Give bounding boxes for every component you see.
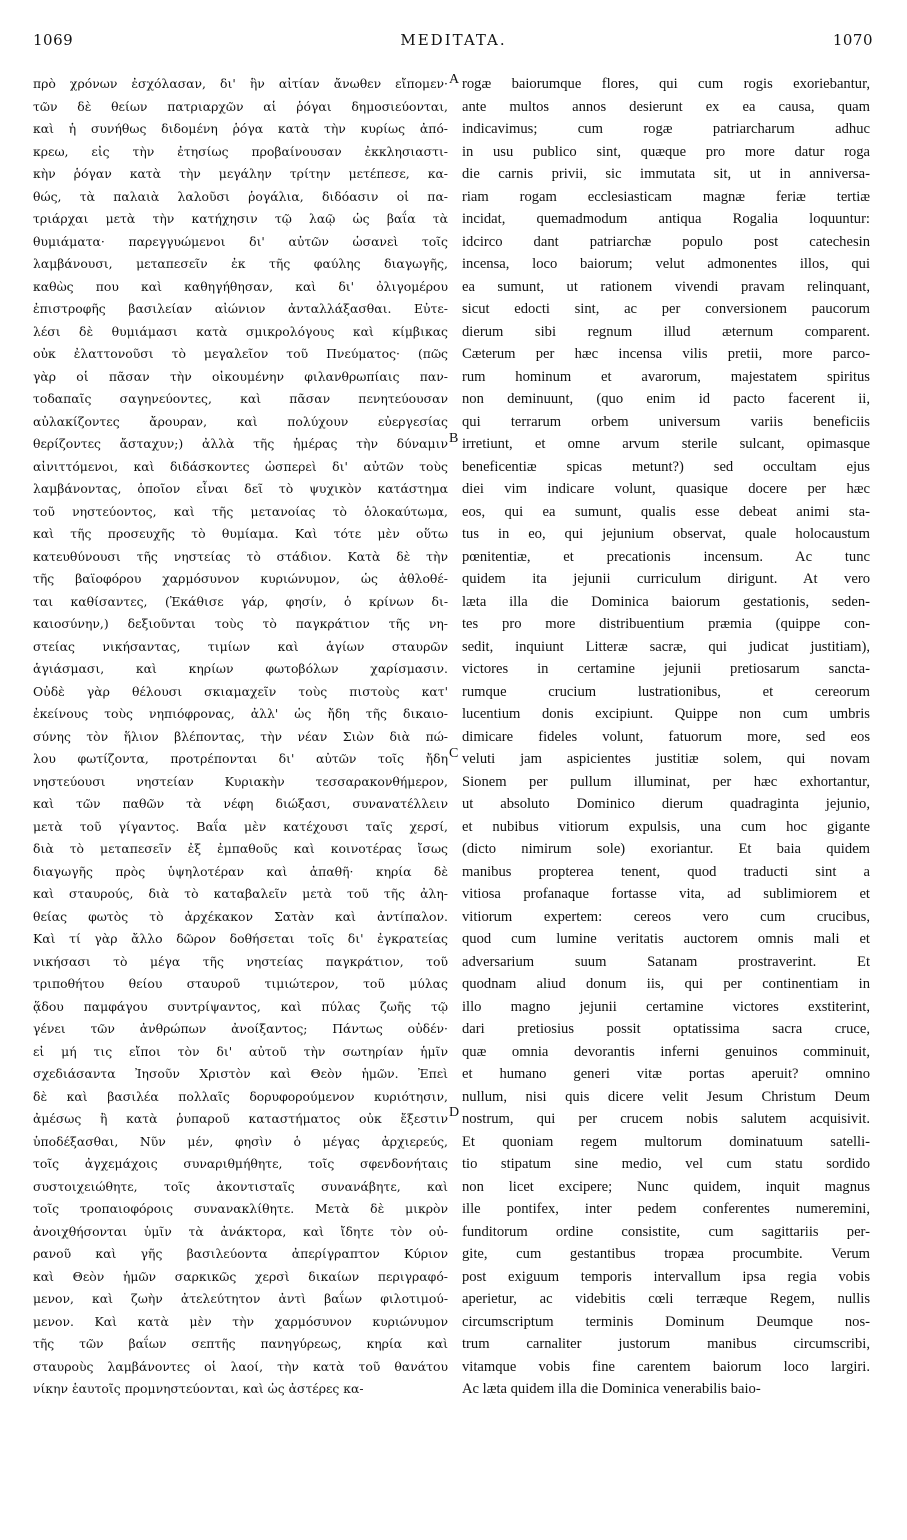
greek-text-line: καθὼς που καὶ καθηγήθησαν, καὶ δι' ὀλιγομέρου [33,278,448,294]
latin-text-line: dari pretiosius possit optatissima sacra cruce, [462,1021,870,1037]
greek-text-line: ἁγιάσμασι, καὶ κηρίων φωτοβόλων χαρίσμασιν. [33,661,448,676]
latin-text-line: rogæ baiorumque flores, qui cum rogis exoriebantur, [462,76,870,92]
greek-text-line: νηστεύουσι νηστείαν Κυριακὴν τεσσαρακονθήμερον, [33,773,448,789]
greek-text-line: μενον. Καὶ κατὰ μὲν τὴν χαρμόσυνον κυριώνυμον [33,1313,448,1329]
greek-text-line: σταυροὺς λαμβάνοντες οἱ λαοί, τὴν κατὰ τοῦ θανάτου [33,1358,448,1374]
greek-text-line: ἀμέσως ἢ κατὰ ῥυπαροῦ καταστήματος οὐκ ἔξεστιν [33,1111,448,1126]
latin-text-line: non deminuunt, (quo enim id pacto facerent ii, [462,391,870,407]
greek-text-column [33,73,448,1401]
latin-text-line: funditorum ordine consistite, cum sagittariis per- [462,1223,870,1240]
latin-text-line: incensa, loco baiorum; velut admonentes illos, qui [462,256,870,272]
greek-text-line: τῆς τῶν βαΐων σεπτῆς πανηγύρεως, κηρία καὶ [33,1336,448,1351]
greek-text-line: θώς, τὰ παλαιὰ λαλοῦσι ῥογάλια, διδόασιν οἱ πα- [33,188,448,204]
greek-text-line: τοδαπαῖς σαγηνεύοντες, καὶ πᾶσαν πενητεύουσαν [33,391,448,406]
greek-text-line: αἰνιττόμενοι, καὶ διδάσκοντες ὡσπερεὶ δι' αὐτῶν τοὺς [33,458,448,474]
greek-text-line: ᾅδου παμφάγου συντρίψαντος, καὶ πύλας ζωῆς τῷ [33,998,448,1014]
latin-text-line: non licet excipere; Nunc quidem, inquit magnus [462,1178,870,1195]
latin-text-line: tus in eo, qui jejunium observat, quale holocaustum [462,526,870,542]
latin-text-line: vitiorum expertem: cereos vero cum crucibus, [462,908,870,925]
greek-text-line: στείας νικήσαντας, τιμίων καὶ ἁγίων σταυρῶν [33,638,448,654]
greek-text-line: θυμιάματα· παρεγγυώμενοι δι' αὐτῶν ὡσανεὶ τοῖς [33,233,448,249]
margin-marker-d: D [449,1105,460,1120]
greek-text-line: θερίζοντες ἄσταχυν;) ἀλλὰ τῆς ἡμέρας τὴν δύναμιν [33,436,448,451]
latin-text-line: vitiosa profanaque fortasse vita, ad sublimiorem et [462,886,870,902]
latin-text-line: riam rogam ecclesiasticam magnæ feriæ tertiæ [462,188,870,205]
latin-text-line: sicut edocti sint, ac per conversionem paucorum [462,301,870,317]
latin-text-line: dimicare fideles volunt, fatuorum more, sed eos [462,728,870,745]
latin-text-line: rum hominum et avarorum, majestatem spiritus [462,368,870,385]
latin-text-line: idcirco dant patriarchæ populo post catechesin [462,233,870,250]
latin-text-line: sedit, inquiunt Litteræ sacræ, qui judicat justitiam), [462,638,870,655]
latin-text-line: irretiunt, et omne arvum sterile sulcant, opimasque [462,436,870,452]
latin-text-line: ea sumunt, ut rationem vivendi pravam relinquant, [462,278,870,295]
margin-marker-b: B [449,431,459,446]
latin-text-line: ante multos annos desierunt ex ea causa, quam [462,98,870,115]
greek-text-line: διὰ τὸ μεταπεσεῖν ἐξ ἐμπαθοῦς καὶ κοινοτέρας ἴσως [33,841,448,856]
greek-text-line: οὐκ ἐλαττονοῦσι τὸ μεγαλεῖον τοῦ Πνεύματος· (πῶς [33,346,448,361]
greek-text-line: κατευθύνουσι τῆς νηστείας τὸ στάδιον. Κατὰ δὲ τὴν [33,548,448,564]
latin-text-line: (dicto nimirum sole) exoriantur. Et baia quidem [462,841,870,857]
greek-text-line: τοῖς τροπαιοφόροις συνανακλίθητε. Μετὰ δὲ μικρὸν [33,1201,448,1216]
latin-text-line: ille pontifex, inter pedem conferentes numeremini, [462,1201,870,1217]
margin-marker-a: A [449,72,460,87]
greek-text-line: κρεω, εἰς τὴν ἐτησίως προβαίνουσαν ἐκκλησιαστι- [33,143,448,159]
greek-text-line: σύνης τὸν ἥλιον βλέποντας, τὴν νέαν Σιὼν διὰ πώ- [33,728,448,744]
greek-text-line: λαμβάνουσι, μεταπεσεῖν ἐκ τῆς φαύλης διαγωγῆς, [33,256,448,271]
latin-text-line: adversarium suum Satanam prostraverint. Et [462,953,870,970]
greek-text-line: εἰ μή τις εἴποι τὸν δι' αὐτοῦ τὴν σωτηρίαν ἡμῖν [33,1043,448,1059]
greek-text-line: γένει τῶν ἀνθρώπων ἀνοίξαντος; Πάντως οὐδέν· [33,1021,448,1036]
greek-text-line: τριποθήτου θείου σταυροῦ τιμιώτερον, τοῦ μύλας [33,976,448,991]
latin-text-line: gite, cum gestantibus tropæa procumbite. Verum [462,1246,870,1262]
greek-text-line: Καὶ τί γὰρ ἄλλο δῶρον δοθήσεται τοῖς δι' ἐγκρατείας [33,931,448,946]
margin-marker-c: C [449,746,459,761]
page-number-right: 1070 [832,31,873,49]
greek-text-line: ἐπιστροφῆς βασιλείαν αἰώνιον ἀνταλλάξασθαι. Εὐτε- [33,301,448,316]
latin-text-line: in usu publico sint, quæque pro more datur roga [462,143,870,160]
latin-text-line: lucentium donis excipiunt. Quippe non cum umbris [462,706,870,722]
greek-text-line: καὶ Θεὸν ἡμῶν σαρκικῶς χερσὶ δικαίων περιγραφό- [33,1268,448,1284]
latin-text-line: incidat, quemadmodum antiqua Rogalia loquuntur: [462,211,870,227]
greek-text-line: δὲ καὶ βασιλέα πολλαῖς δορυφορούμενον κυριότησιν, [33,1088,448,1104]
greek-text-line: καὶ ἡ συνήθως διδομένη ῥόγα κατὰ τὴν κυρίως ἀπό- [33,121,448,136]
latin-text-line: vitamque vobis fine carentem baiorum loco largiri. [462,1358,870,1375]
latin-text-line: tes pro more distribuentium præmia (quippe con- [462,616,870,632]
latin-text-line: nostrum, qui per crucem nobis salutem acquisivit. [462,1111,870,1127]
greek-text-line: λέσι δὲ θυμιάμασι κατὰ σμικρολόγους καὶ κίμβικας [33,323,448,339]
latin-text-line: quod cum lumine veritatis auctorem omnis mali et [462,931,870,947]
greek-text-line: νικήσασι τὸ μέγα τῆς νηστείας παγκράτιον, τοῦ [33,953,448,969]
latin-text-line: tio stipatum sine medio, vel cum statu sordido [462,1156,870,1172]
greek-text-line: καὶ σταυρούς, διὰ τὸ καταβαλεῖν μετὰ τοῦ τῆς ἀλη- [33,886,448,901]
latin-text-line: quodnam aliud donum iis, qui per continentiam in [462,976,870,992]
latin-text-line: eos, qui ea sumunt, qualis esse debeat animi sta- [462,503,870,520]
greek-text-line: θείας φωτὸς τὸ ἀρχέκακον Σατὰν καὶ ἀντίπαλον. [33,908,448,924]
latin-text-line: ut absoluto Dominico dierum quadraginta jejunio, [462,796,870,812]
greek-text-line: ἀνοιχθήσονται ὑμῖν τὰ ἀνάκτορα, καὶ ἴδητε τὸν οὐ- [33,1223,448,1239]
greek-text-line: τῆς βαϊοφόρου χαρμόσυνον κυριώνυμον, ὡς ἀθλοθέ- [33,571,448,586]
latin-text-line: Ac læta quidem illa die Dominica venerabilis baio- [462,1381,761,1397]
latin-text-line: qui terrarum orbem universum variis beneficiis [462,413,870,430]
latin-text-line: et nubibus vitiorum expulsis, una cum hoc gigante [462,818,870,835]
greek-text-line: σχεδιάσαντα Ἰησοῦν Χριστὸν καὶ Θεὸν ἡμῶν. Ἐπεὶ [33,1066,448,1081]
greek-text-line: λαμβάνοντας, ὁποῖον εἶναι δεῖ τὸ ψυχικὸν κατάστημα [33,481,448,496]
greek-text-line: γὰρ οἱ πᾶσαν τὴν οἰκουμένην φιλανθρωπίαις παν- [33,368,448,384]
latin-text-line: læta illa die Dominica baiorum gestationis, seden- [462,593,870,610]
latin-text-line: dierum sibi regnum illud æternum comparent. [462,323,870,340]
latin-text-line: die carnis privii, sic immutata sit, ut in anniversa- [462,166,870,182]
latin-text-line: et humano generi vitæ portas aperuit? omnino [462,1066,870,1082]
latin-text-line: Sionem per pullum illuminat, per hæc exhortantur, [462,773,870,790]
greek-text-line: κὴν ῥόγαν κατὰ τὴν μεγάλην τρίτην μετέπεσε, κα- [33,166,448,181]
latin-text-line: trum carnaliter justorum manibus circumscribi, [462,1336,870,1352]
latin-text-line: beneficentiæ spicas metunt?) sed occultam ejus [462,458,870,475]
latin-text-line: pœnitentiæ, et precationis incensum. Ac tunc [462,548,870,565]
latin-text-line: post exiguum temporis intervallum ipsa regia vobis [462,1268,870,1285]
greek-text-line: μετὰ τοῦ γίγαντος. Βαΐα μὲν κατέχουσι ταῖς χερσί, [33,818,448,834]
greek-text-line: αὐλακίζοντες ἄρουραν, καὶ πολύχουν εὐεργεσίας [33,413,448,429]
greek-text-line: διαγωγῆς πρὸς ὑψηλοτέραν καὶ ἀπαθῆ· κηρία δὲ [33,863,448,879]
greek-text-line: Οὐδὲ γὰρ θέλουσι σκιαμαχεῖν τοὺς πιστοὺς κατ' [33,683,448,699]
latin-text-line: diei vim indicare volunt, quasique docere per hæc [462,481,870,497]
latin-text-line: illo magno jejunii certamine victores exstiterint, [462,998,870,1015]
latin-text-line: circumscriptum terminis Dominum Deumque nos- [462,1313,870,1330]
greek-text-line: καὶ τῆς προσευχῆς τὸ θυμίαμα. Καὶ τότε μὲν οὕτω [33,526,448,541]
greek-text-line: ἐκείνους τοὺς νηπιόφρονας, ἀλλ' ὡς ἤδη τῆς δικαιο- [33,706,448,721]
latin-text-line: indicavimus; cum rogæ patriarcharum adhuc [462,121,870,137]
greek-text-line: συστοιχειώθητε, τοῖς ἀκοντισταῖς συνανάβητε, καὶ [33,1178,448,1194]
latin-text-line: Cæterum per hæc incensa vilis pretii, more parco- [462,346,870,362]
greek-text-line: τῶν δὲ θείων πατριαρχῶν αἱ ῥόγαι δημοσιεύονται, [33,98,448,114]
latin-text-line: nullum, nisi quis dicere velit Jesum Christum Deum [462,1088,870,1105]
latin-text-line: Et quoniam regem multorum dominatuum satelli- [462,1133,870,1150]
latin-text-line: manibus propterea tenent, quod traducti sint a [462,863,870,880]
greek-text-line: νίκην ἑαυτοῖς προμνηστεύονται, καὶ ὡς ἀστέρες κα- [33,1381,364,1396]
latin-text-column [462,73,870,1401]
greek-text-line: ὑποδέξασθαι, Νῦν μέν, φησὶν ὁ μέγας ἀρχιερεύς, [33,1133,448,1149]
page-number-left: 1069 [33,31,74,49]
latin-text-line: quæ omnia devorantis inferni genuinos comminuit, [462,1043,870,1060]
running-head-title: MEDITATA. [400,31,507,49]
greek-text-line: ρανοῦ καὶ γῆς βασιλεύοντα ἀπερίγραπτον Κύριον [33,1246,448,1261]
greek-text-line: τοῦ νηστεύοντος, καὶ τῆς μετανοίας τὸ ὁλοκαύτωμα, [33,503,448,519]
greek-text-line: λου φωτίζοντα, προτρέπονται δι' αὐτῶν τοῖς ἤδη [33,751,448,766]
greek-text-line: μενον, καὶ ζωὴν ἀτελεύτητον ἀντὶ βαΐων φιλοτιμού- [33,1291,448,1306]
greek-text-line: καὶ τῶν παθῶν τὰ νέφη διώξασι, συνανατέλλειν [33,796,448,811]
latin-text-line: rumque crucium lustrationibus, et cereorum [462,683,870,700]
greek-text-line: καιοσύνην,) δεξιοῦνται τοὺς τὸ παγκράτιον τῆς νη- [33,616,448,631]
latin-text-line: quidem ita jejunii curriculum dirigunt. At vero [462,571,870,587]
greek-text-line: ται καθίσαντες, (Ἐκάθισε γάρ, φησίν, ὁ κρίνων δι- [33,593,448,609]
greek-text-line: τοῖς ἀγχεμάχοις συναριθμήθητε, τοῖς σφενδονήταις [33,1156,448,1171]
greek-text-line: τριάρχαι μετὰ τὴν κατήχησιν τῷ λαῷ ὡς βαΐα τὰ [33,211,448,226]
latin-text-line: victores in certamine jejunii pretiosarum sancta- [462,661,870,677]
greek-text-line: πρὸ χρόνων ἐσχόλασαν, δι' ἣν αἰτίαν ἄνωθεν εἴπομεν· [33,76,448,91]
latin-text-line: aperietur, ac videbitis cœli terræque Regem, nullis [462,1291,870,1307]
latin-text-line: veluti jam aspicientes justitiæ solem, qui novam [462,751,870,767]
